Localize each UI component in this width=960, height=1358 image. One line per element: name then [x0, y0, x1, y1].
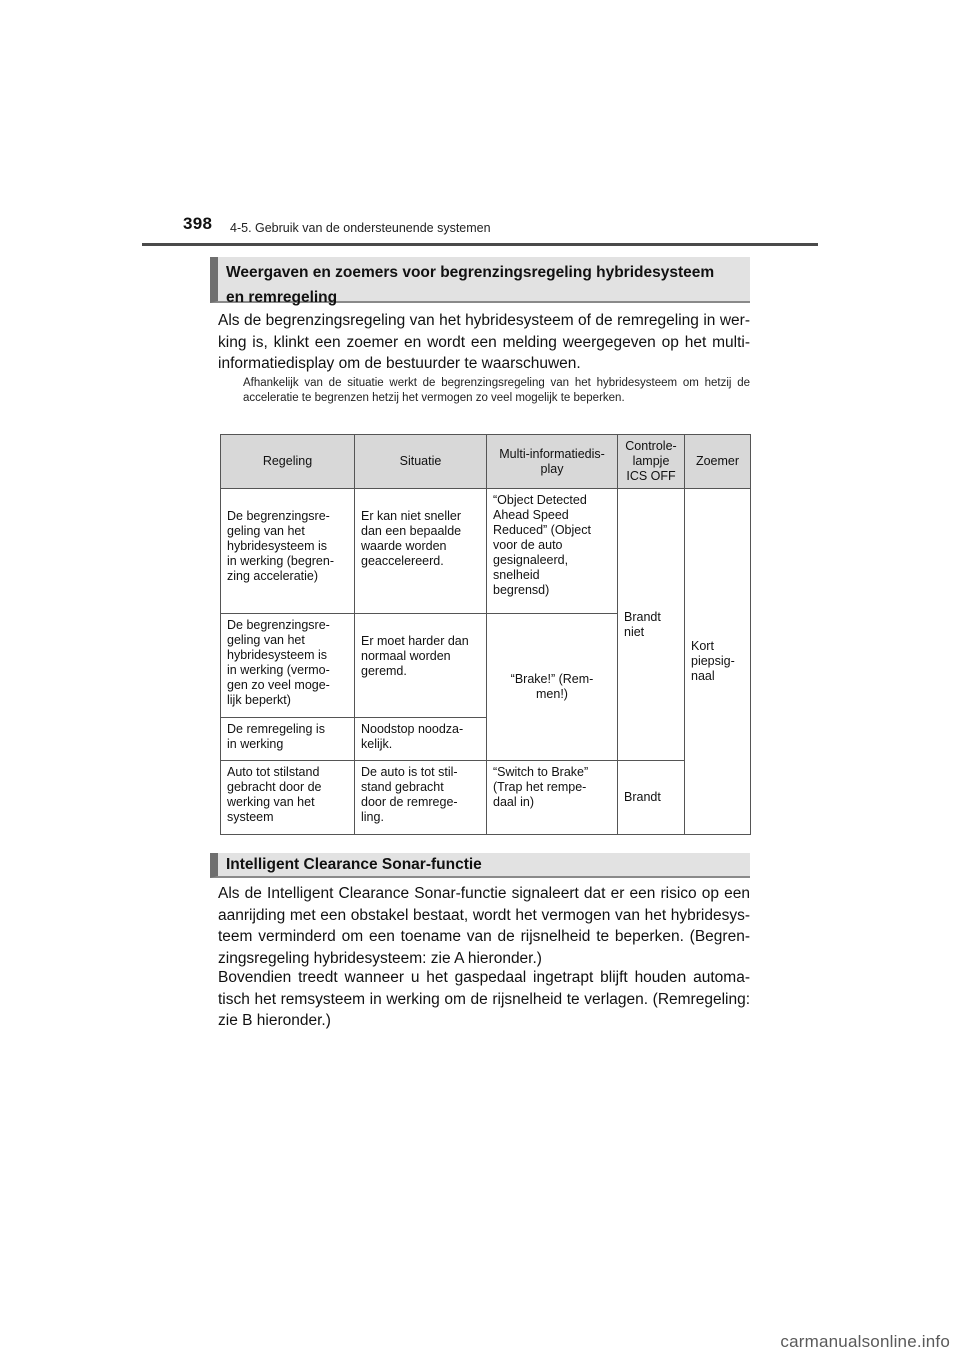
- section-title-sonar: Intelligent Clearance Sonar-functie: [210, 853, 750, 878]
- cell-regeling: De remregeling is in werking: [221, 718, 355, 761]
- cell-zoemer-merged: Kort piepsig- naal: [685, 489, 751, 835]
- sonar-paragraph-1: Als de Intelligent Clearance Sonar-functie signaleert dat er een risico op een aanrijding met een obstakel bestaat, wordt het vermogen van het hybridesysteem verminderd om een toename van de rijsnelheid te beperken. (Begrenzingsregeling hybridesysteem: zie A hieronder.): [218, 885, 750, 967]
- cell-display: “Object Detected Ahead Speed Reduced” (Object voor de auto gesignaleerd, snelheid begrensd): [487, 489, 618, 614]
- cell-regeling: De begrenzingsre- geling van het hybridesysteem is in werking (begren- zing acceleratie): [221, 489, 355, 614]
- cell-regeling: De begrenzingsre- geling van het hybridesysteem is in werking (vermo- gen zo veel moge- lijk beperkt): [221, 614, 355, 718]
- note-paragraph: Afhankelijk van de situatie werkt de begrenzingsregeling van het hybridesysteem om hetzij de acceleratie te begrenzen hetzij het vermogen zo veel mogelijk te beperken.: [243, 377, 750, 404]
- intro-paragraph: Als de begrenzingsregeling van het hybridesysteem of de remregeling in werking is, klinkt een zoemer en wordt een melding weergegeven op het multiinformatiedisplay om de bestuurder te waarschuwen.: [218, 312, 750, 372]
- cell-situatie: Er moet harder dan normaal worden geremd.: [355, 614, 487, 718]
- section-title-displays-buzzers: Weergaven en zoemers voor begrenzingsregeling hybridesysteem en remregeling: [210, 257, 750, 303]
- header-lampje: Controle- lampje ICS OFF: [618, 435, 685, 489]
- cell-display: “Switch to Brake” (Trap het rempe- daal in): [487, 761, 618, 835]
- table-header-row: [221, 435, 751, 489]
- header-divider: [142, 243, 818, 246]
- cell-situatie: Noodstop noodza- kelijk.: [355, 718, 487, 761]
- header-regeling: Regeling: [221, 435, 355, 489]
- site-watermark: carmanualsonline.info: [780, 1332, 950, 1351]
- cell-lampje: Brandt: [618, 761, 685, 835]
- sonar-paragraph-2: Bovendien treedt wanneer u het gaspedaal ingetrapt blijft houden automatisch het remsysteem in werking om de rijsnelheid te verlagen. (Remregeling: zie B hieronder.): [218, 969, 750, 1029]
- warning-table: [220, 434, 751, 835]
- cell-situatie: Er kan niet sneller dan een bepaalde waarde worden geaccelereerd.: [355, 489, 487, 614]
- table-row: [221, 489, 751, 614]
- cell-situatie: De auto is tot stil- stand gebracht door de remrege- ling.: [355, 761, 487, 835]
- table-row: [221, 761, 751, 835]
- chapter-heading: 4-5. Gebruik van de ondersteunende systemen: [230, 221, 491, 235]
- page-number: 398: [183, 214, 213, 233]
- cell-display-merged: “Brake!” (Rem- men!): [487, 614, 618, 761]
- header-display: Multi-informatiedis- play: [487, 435, 618, 489]
- cell-regeling: Auto tot stilstand gebracht door de werking van het systeem: [221, 761, 355, 835]
- header-zoemer: Zoemer: [685, 435, 751, 489]
- header-situatie: Situatie: [355, 435, 487, 489]
- cell-lampje-merged: Brandt niet: [618, 489, 685, 761]
